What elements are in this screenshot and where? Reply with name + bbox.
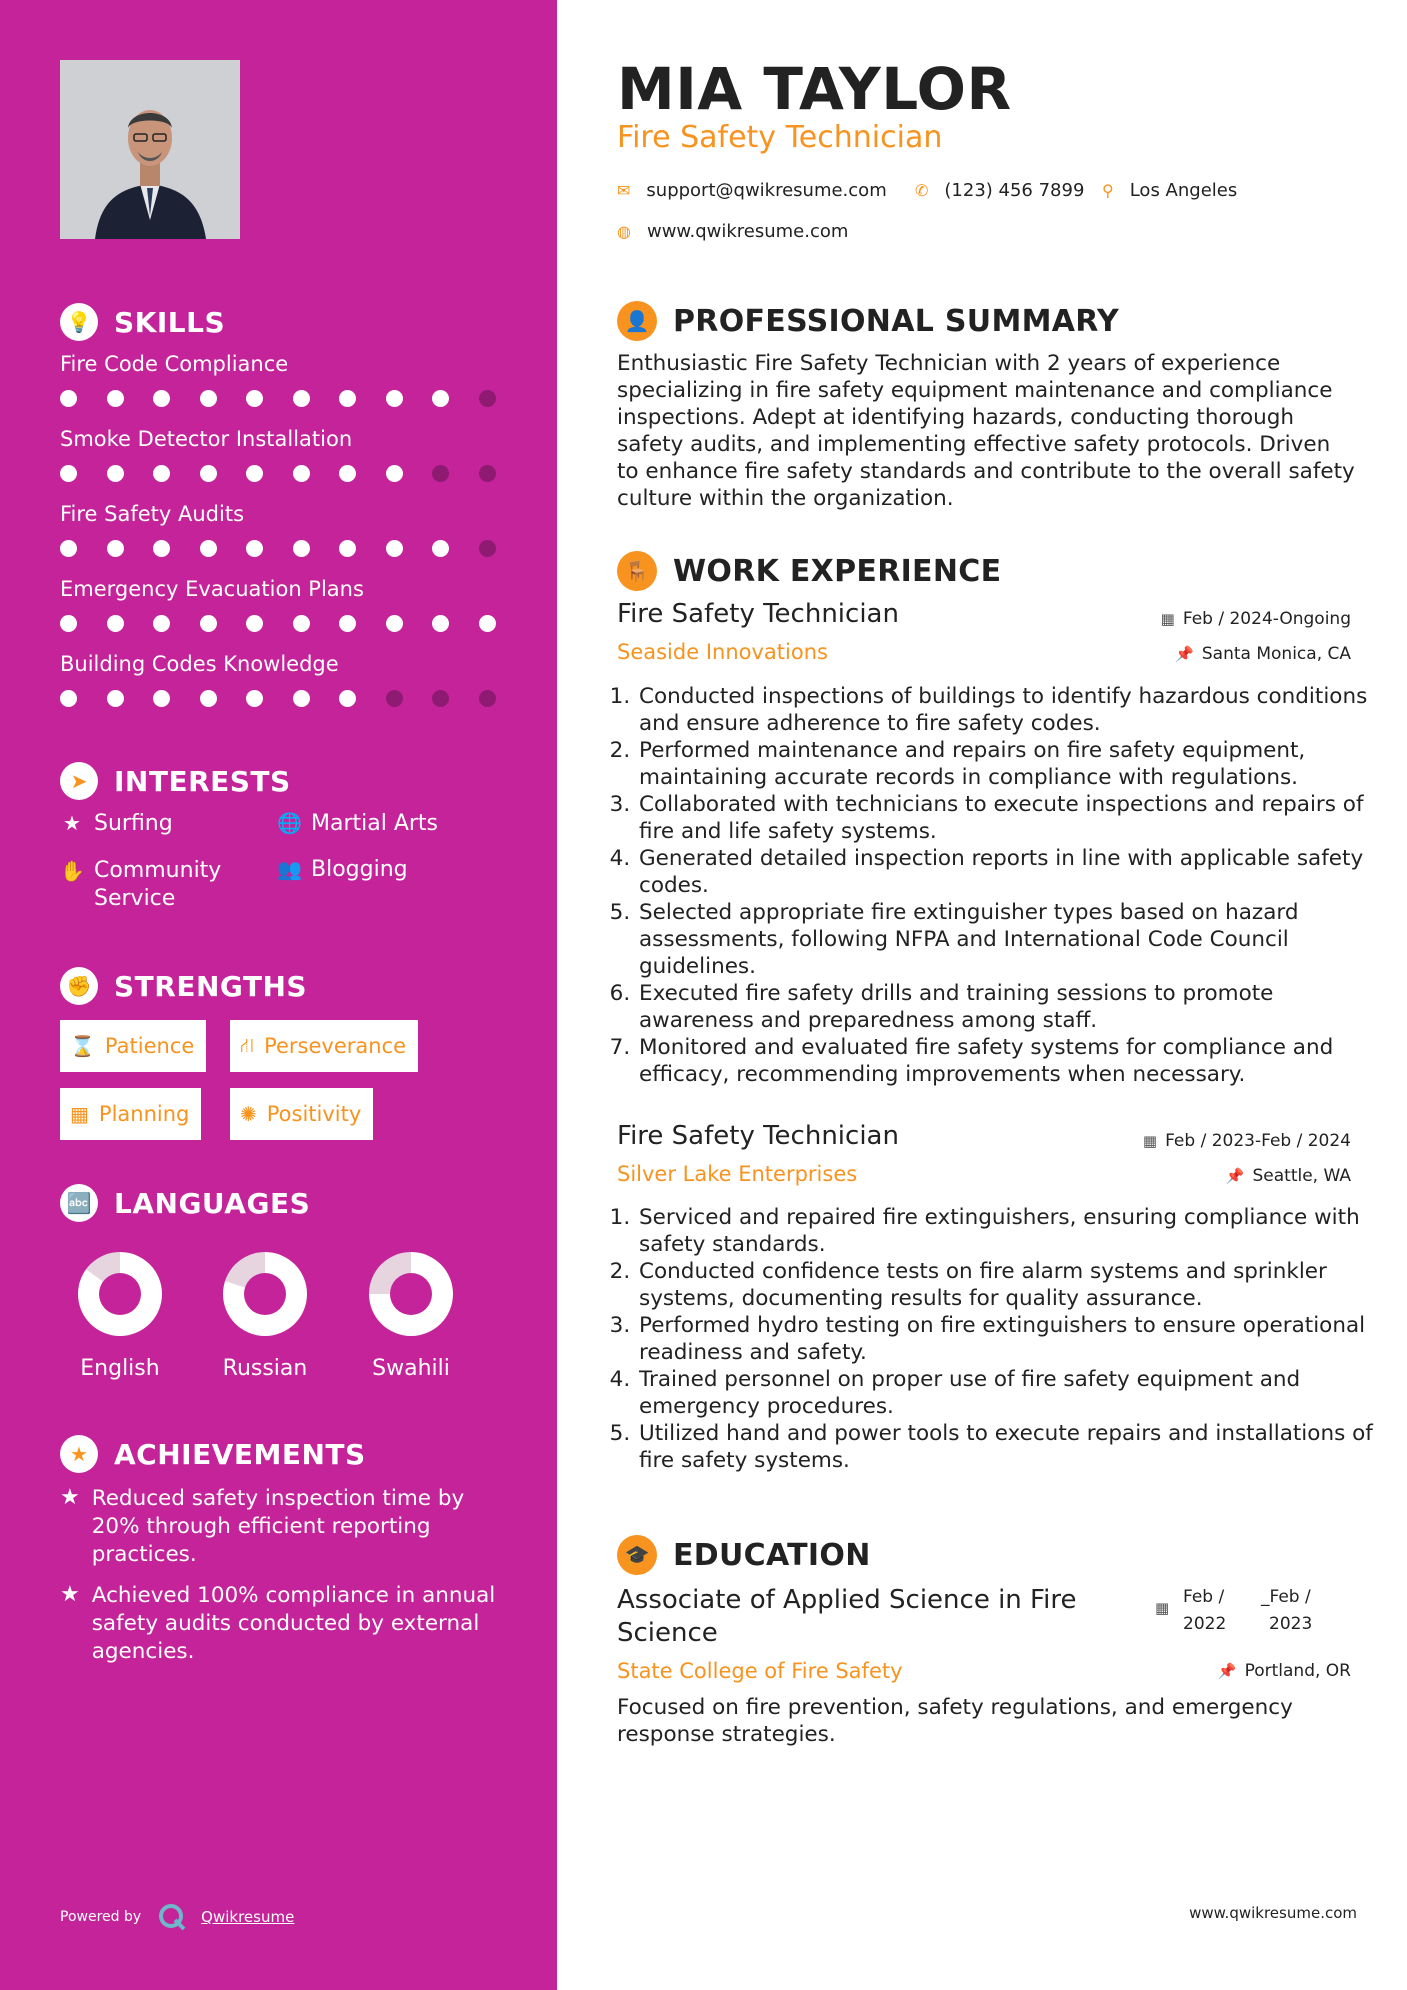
pin-icon: 📌 [1217, 1662, 1237, 1680]
achievement-item: ★ Reduced safety inspection time by 20% through efficient reporting practices. [60, 1485, 465, 1567]
language-name: English [80, 1356, 160, 1381]
skill-rating [60, 690, 525, 707]
pin-icon: 📌 [1175, 645, 1194, 663]
rating-dot-filled [60, 690, 77, 707]
rating-dot-filled [246, 540, 263, 557]
strength-badge: ✺ Positivity [230, 1088, 373, 1140]
rating-dot-empty [432, 465, 449, 482]
language-level-ring [223, 1252, 307, 1336]
language-name: Swahili [372, 1356, 450, 1381]
skills-heading: 💡 SKILLS [60, 302, 225, 342]
languages-heading: 🔤 LANGUAGES [60, 1183, 310, 1223]
skill-name: Smoke Detector Installation [60, 427, 353, 451]
rating-dot-filled [293, 540, 310, 557]
shooting-star-icon: ★ [60, 1582, 80, 1607]
rating-dot-empty [479, 690, 496, 707]
qwikresume-logo-icon [157, 1902, 187, 1932]
rating-dot-filled [386, 390, 403, 407]
strength-badge: ⛙ Perseverance [230, 1020, 418, 1072]
job-company: Silver Lake Enterprises [617, 1162, 858, 1186]
rating-dot-filled [246, 615, 263, 632]
list-item: 4. Trained personnel on proper use of fire safety equipment and emergency procedures. [637, 1366, 1375, 1420]
strengths-heading: ✊ STRENGTHS [60, 966, 307, 1006]
calendar-icon: ▦ [1142, 1132, 1158, 1150]
list-item: 7. Monitored and evaluated fire safety systems for compliance and efficacy, recommending improvements when necessary. [637, 1034, 1375, 1088]
job-date: ▦ Feb / 2024-Ongoing [1160, 609, 1351, 629]
rating-dot-filled [60, 540, 77, 557]
main-content [557, 0, 1407, 1990]
globe-icon: ◍ [617, 222, 631, 241]
summary-heading: 👤 PROFESSIONAL SUMMARY [617, 301, 1119, 341]
footer-url[interactable]: www.qwikresume.com [1189, 1904, 1357, 1922]
job-date: ▦ Feb / 2023-Feb / 2024 [1142, 1131, 1351, 1151]
sidebar [0, 0, 557, 1990]
edu-description: Focused on fire prevention, safety regulations, and emergency response strategies. [617, 1695, 1293, 1747]
rating-dot-filled [107, 465, 124, 482]
person-portrait-icon [60, 60, 240, 239]
fist-icon: ✊ [60, 967, 98, 1005]
map-marker-icon: ⚲ [1102, 181, 1114, 200]
job-title: Fire Safety Technician [617, 1121, 899, 1151]
rating-dot-filled [153, 390, 170, 407]
rating-dot-filled [246, 390, 263, 407]
paper-plane-icon: ➤ [60, 762, 98, 800]
calendar-icon: ▦ [1155, 1599, 1170, 1617]
rating-dot-empty [432, 690, 449, 707]
language-name: Russian [222, 1356, 308, 1381]
job-bullets [605, 1204, 1375, 1474]
degree-title: Associate of Applied Science in Fire Science [617, 1585, 1077, 1648]
rating-dot-filled [432, 540, 449, 557]
rating-dot-filled [153, 690, 170, 707]
list-item: 5. Selected appropriate fire extinguisher types based on hazard assessments, following NFPA and International Code Council guidelines. [637, 899, 1375, 980]
profile-photo [60, 60, 240, 239]
rating-dot-filled [200, 390, 217, 407]
office-chair-icon: 🪑 [617, 551, 657, 591]
hourglass-icon: ⌛ [70, 1034, 95, 1058]
interest-item: ★ Surfing [60, 811, 173, 836]
achievement-item: ★ Achieved 100% compliance in annual safety audits conducted by external agencies. [60, 1582, 496, 1664]
rating-dot-filled [153, 540, 170, 557]
rating-dot-filled [432, 615, 449, 632]
rating-dot-filled [153, 615, 170, 632]
rating-dot-filled [339, 690, 356, 707]
rating-dot-filled [432, 390, 449, 407]
job-company: Seaside Innovations [617, 640, 828, 664]
list-item: 1. Serviced and repaired fire extinguishers, ensuring compliance with safety standards. [637, 1204, 1375, 1258]
users-icon: 👥 [277, 857, 302, 881]
rating-dot-filled [60, 615, 77, 632]
contact-email[interactable]: ✉ support@qwikresume.com [617, 180, 887, 201]
rating-dot-filled [246, 690, 263, 707]
rating-dot-filled [200, 615, 217, 632]
graduate-icon: 🎓 [617, 1535, 657, 1575]
interests-heading: ➤ INTERESTS [60, 761, 291, 801]
skill-name: Emergency Evacuation Plans [60, 577, 364, 601]
rating-dot-filled [107, 615, 124, 632]
job-bullets [605, 683, 1375, 1088]
rating-dot-filled [339, 540, 356, 557]
rating-dot-empty [479, 465, 496, 482]
language-icon: 🔤 [60, 1184, 98, 1222]
rating-dot-filled [339, 615, 356, 632]
list-item: 4. Generated detailed inspection reports in line with applicable safety codes. [637, 845, 1375, 899]
education-heading: 🎓 EDUCATION [617, 1535, 871, 1575]
globe-icon: 🌐 [277, 811, 302, 835]
qwikresume-link[interactable]: Qwikresume [201, 1908, 295, 1926]
rating-dot-filled [293, 390, 310, 407]
skill-name: Building Codes Knowledge [60, 652, 339, 676]
rating-dot-filled [200, 540, 217, 557]
language-item [205, 1252, 325, 1381]
lightbulb-icon: 💡 [60, 303, 98, 341]
phone-icon: ✆ [915, 181, 929, 200]
skill-rating [60, 465, 525, 482]
summary-text: Enthusiastic Fire Safety Technician with 2 years of experience specializing in fire safety equipment maintenance and compliance inspections. Adept at identifying hazards, conducting thorough safety audits, and implementing effective safety protocols. Driven to enhance fire safety standards and contribute to the overall safety culture within the organization. [617, 351, 1355, 511]
star-icon: ★ [63, 811, 81, 835]
rating-dot-filled [153, 465, 170, 482]
hand-icon: ✋ [60, 859, 85, 883]
rating-dot-filled [479, 615, 496, 632]
experience-heading: 🪑 WORK EXPERIENCE [617, 551, 1001, 591]
rating-dot-filled [200, 690, 217, 707]
rating-dot-filled [293, 615, 310, 632]
powered-by: Powered by Qwikresume [60, 1902, 294, 1932]
rating-dot-filled [246, 465, 263, 482]
contact-phone: ✆ (123) 456 7899 [915, 180, 1085, 201]
rating-dot-filled [200, 465, 217, 482]
rating-dot-filled [107, 690, 124, 707]
rating-dot-filled [386, 615, 403, 632]
candidate-name: MIA TAYLOR [617, 55, 1012, 123]
interest-item: 👥 Blogging [277, 857, 408, 882]
sun-icon: ✺ [240, 1102, 257, 1126]
pin-icon: 📌 [1225, 1167, 1245, 1185]
rating-dot-filled [386, 540, 403, 557]
job-location: 📌 Santa Monica, CA [1175, 644, 1351, 664]
list-item: 3. Collaborated with technicians to execute inspections and repairs of fire and life safety systems. [637, 791, 1375, 845]
skill-rating [60, 615, 525, 632]
language-item [60, 1252, 180, 1381]
rating-dot-filled [339, 390, 356, 407]
rating-dot-filled [339, 465, 356, 482]
list-item: 2. Performed maintenance and repairs on fire safety equipment, maintaining accurate records in compliance with regulations. [637, 737, 1375, 791]
language-level-ring [369, 1252, 453, 1336]
list-item: 3. Performed hydro testing on fire extinguishers to ensure operational readiness and safety. [637, 1312, 1375, 1366]
list-item: 6. Executed fire safety drills and training sessions to promote awareness and preparedness among staff. [637, 980, 1375, 1034]
rating-dot-empty [386, 690, 403, 707]
interest-item: 🌐 Martial Arts [277, 811, 439, 836]
edu-location: 📌 Portland, OR [1217, 1661, 1351, 1681]
rating-dot-filled [293, 465, 310, 482]
envelope-icon: ✉ [617, 181, 631, 200]
user-icon: 👤 [617, 301, 657, 341]
skill-rating [60, 540, 525, 557]
job-title: Fire Safety Technician [617, 599, 899, 629]
interest-item: ✋ Community Service [60, 858, 222, 911]
rating-dot-filled [107, 390, 124, 407]
skill-name: Fire Code Compliance [60, 352, 289, 376]
skill-name: Fire Safety Audits [60, 502, 245, 526]
contact-location: ⚲ Los Angeles [1102, 180, 1238, 201]
list-item: 2. Conducted confidence tests on fire alarm systems and sprinkler systems, documenting results for quality assurance. [637, 1258, 1375, 1312]
language-item [351, 1252, 471, 1381]
list-item: 1. Conducted inspections of buildings to identify hazardous conditions and ensure adherence to fire safety codes. [637, 683, 1375, 737]
road-icon: ⛙ [240, 1032, 255, 1057]
contact-website[interactable]: ◍ www.qwikresume.com [617, 221, 849, 242]
school-name: State College of Fire Safety [617, 1659, 903, 1683]
award-icon: ★ [60, 1435, 98, 1473]
edu-date-start: Feb / 2022 [1183, 1587, 1227, 1634]
rating-dot-filled [293, 690, 310, 707]
strength-badge: ▦ Planning [60, 1088, 201, 1140]
language-level-ring [78, 1252, 162, 1336]
rating-dot-empty [479, 390, 496, 407]
achievements-heading: ★ ACHIEVEMENTS [60, 1434, 366, 1474]
rating-dot-filled [107, 540, 124, 557]
job-location: 📌 Seattle, WA [1225, 1166, 1351, 1186]
strength-badge: ⌛ Patience [60, 1020, 206, 1072]
candidate-title: Fire Safety Technician [617, 120, 943, 155]
rating-dot-filled [60, 465, 77, 482]
rating-dot-empty [479, 540, 496, 557]
edu-date-end: _Feb / 2023 [1261, 1587, 1313, 1634]
calendar-icon: ▦ [70, 1102, 89, 1126]
rating-dot-filled [386, 465, 403, 482]
calendar-icon: ▦ [1160, 610, 1175, 628]
shooting-star-icon: ★ [60, 1485, 80, 1510]
skill-rating [60, 390, 525, 407]
rating-dot-filled [60, 390, 77, 407]
list-item: 5. Utilized hand and power tools to execute repairs and installations of fire safety systems. [637, 1420, 1375, 1474]
